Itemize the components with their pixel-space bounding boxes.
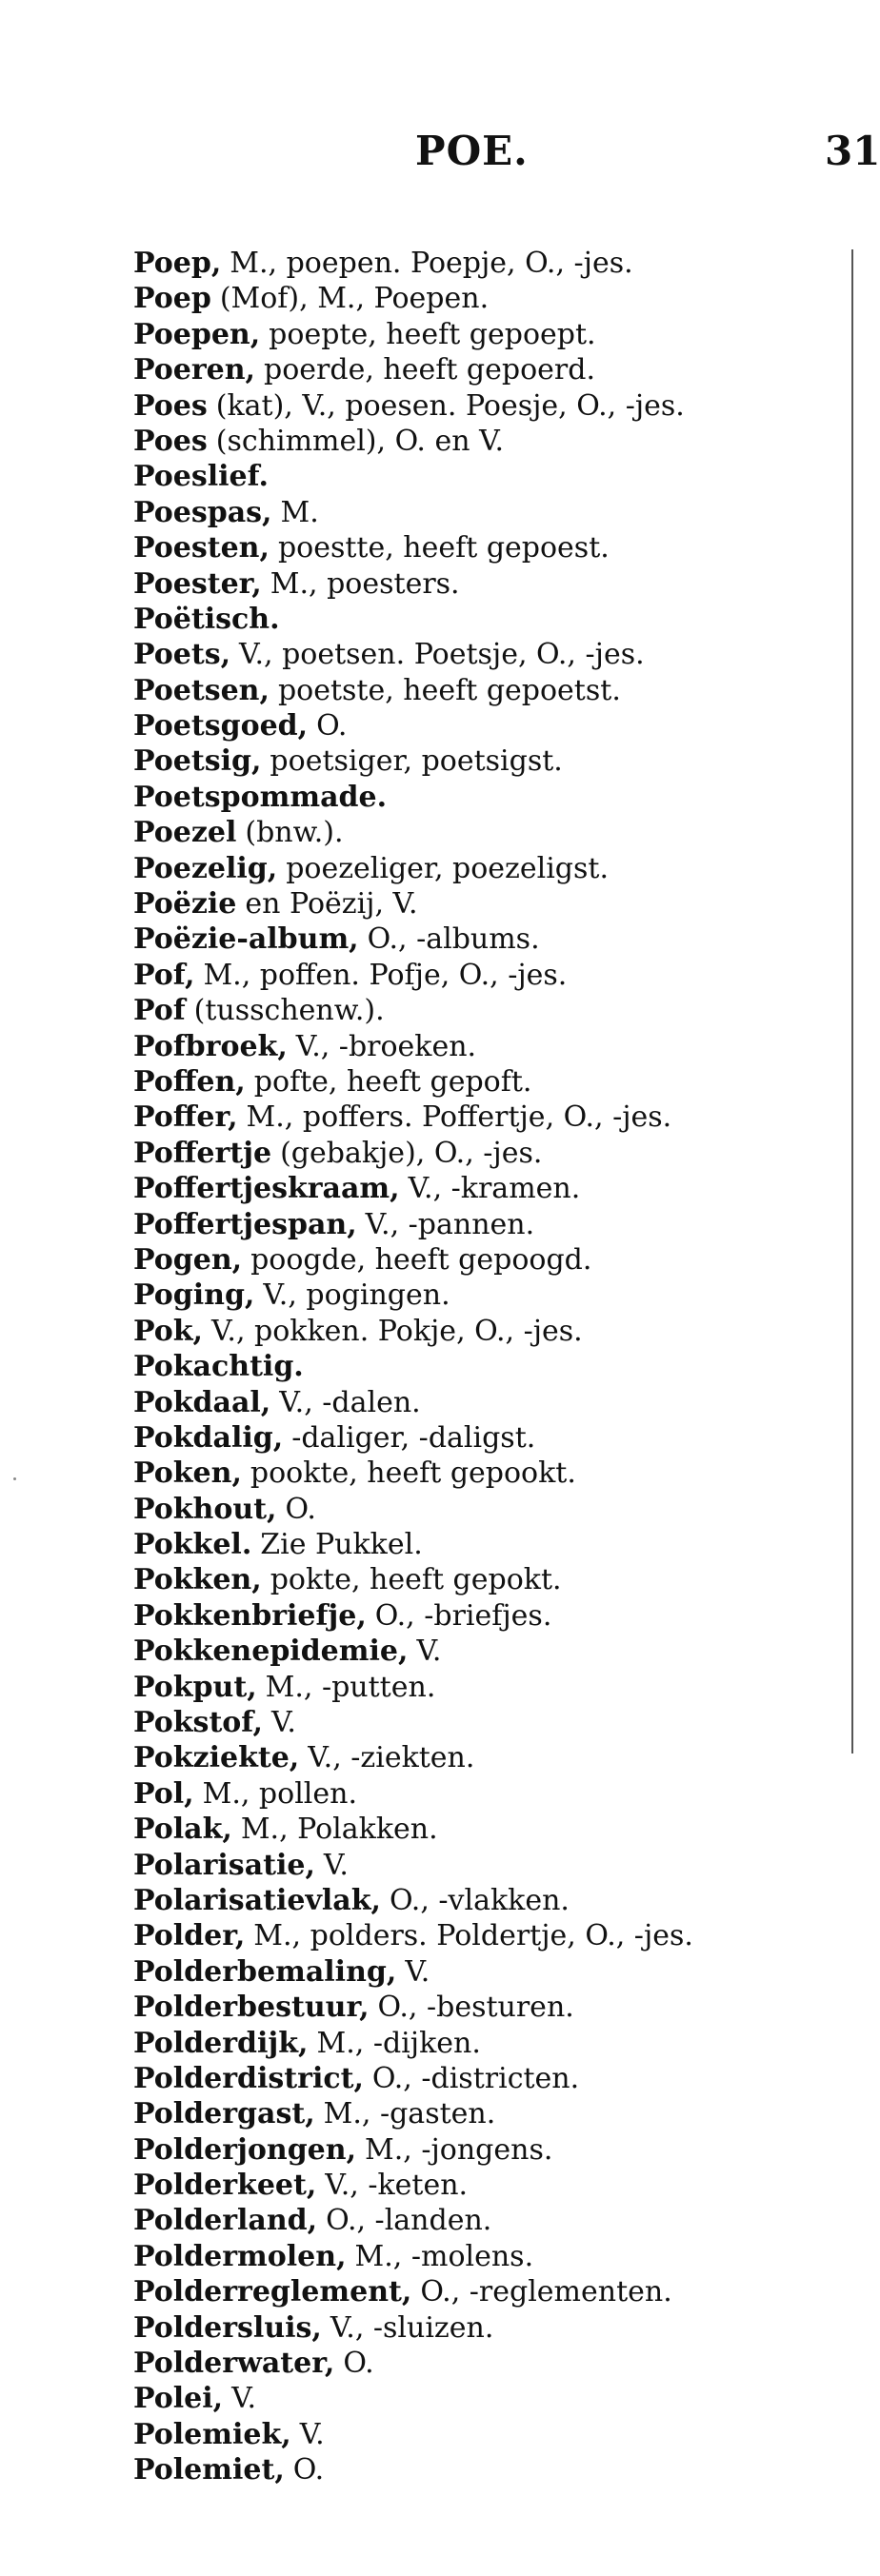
dictionary-entry — [133, 1278, 838, 1313]
entry-headword: Poep — [133, 282, 211, 316]
entry-grammar: poetste, heeft gepoetst. — [277, 673, 621, 707]
entry-grammar: en Poëzij, V. — [245, 887, 418, 921]
dictionary-entry — [133, 1242, 838, 1278]
entry-headword: Pokkenbriefje, — [133, 1598, 367, 1633]
dictionary-entry — [133, 2061, 838, 2096]
entry-headword: Polderdistrict, — [133, 2061, 364, 2095]
entry-grammar: (tusschenw.). — [193, 994, 385, 1028]
dictionary-entry — [133, 1705, 838, 1740]
entry-grammar: V., -broeken. — [295, 1029, 477, 1063]
page-number: 31 — [825, 128, 880, 174]
dictionary-entry — [133, 281, 838, 316]
entry-headword: Pokdaal, — [133, 1385, 271, 1419]
dictionary-entry — [133, 1598, 838, 1634]
entry-headword: Poester, — [133, 566, 262, 601]
entry-grammar: V., -pannen. — [365, 1207, 535, 1241]
entry-grammar: O. — [343, 2347, 374, 2381]
entry-grammar: M., pollen. — [202, 1776, 358, 1811]
entry-headword: Pofbroek, — [133, 1029, 288, 1063]
entry-grammar: poerde, heeft gepoerd. — [264, 353, 595, 387]
dictionary-entry — [133, 2381, 838, 2416]
entry-grammar: O. — [316, 709, 348, 743]
entry-grammar: O., -besturen. — [377, 1991, 574, 2025]
entry-headword: Polderdijk, — [133, 2026, 309, 2060]
entry-grammar: O., -vlakken. — [389, 1883, 570, 1917]
entry-headword: Poffertjespan, — [133, 1207, 357, 1241]
dictionary-entry — [133, 1349, 838, 1384]
dictionary-entry — [133, 530, 838, 565]
dictionary-entry — [133, 851, 838, 886]
dictionary-entry — [133, 246, 838, 281]
dictionary-entry — [133, 993, 838, 1028]
entry-grammar: O. — [292, 2453, 325, 2487]
dictionary-entry — [133, 2239, 838, 2274]
dictionary-entry — [133, 708, 838, 743]
entry-headword: Poetspommade. — [133, 780, 388, 814]
entry-grammar: V. — [323, 1848, 349, 1882]
entry-grammar: O., -briefjes. — [374, 1598, 552, 1633]
entry-headword: Polak, — [133, 1813, 232, 1847]
entry-headword: Pokdalig, — [133, 1420, 284, 1455]
entry-grammar: -daliger, -daligst. — [291, 1420, 536, 1455]
entry-grammar: O. — [285, 1492, 316, 1526]
entry-headword: Poespas, — [133, 495, 272, 529]
entry-headword: Poëzie-album, — [133, 922, 359, 957]
dictionary-entry — [133, 1562, 838, 1597]
column-rule — [851, 249, 853, 1754]
entry-headword: Polarisatievlak, — [133, 1883, 381, 1917]
dictionary-entry — [133, 1492, 838, 1527]
dictionary-entry — [133, 1883, 838, 1918]
entry-grammar: M., -putten. — [265, 1670, 436, 1704]
dictionary-entry — [133, 1064, 838, 1100]
entry-grammar: M., -molens. — [354, 2239, 534, 2273]
entry-grammar: V., pogingen. — [263, 1278, 450, 1313]
entry-grammar: V., -kramen. — [408, 1172, 581, 1206]
entry-headword: Poes — [133, 424, 208, 458]
dictionary-entry — [133, 388, 838, 424]
entry-headword: Poes — [133, 388, 208, 423]
dictionary-entry — [133, 1314, 838, 1349]
entry-grammar: pokte, heeft gepokt. — [270, 1563, 562, 1597]
dictionary-entry — [133, 2168, 838, 2203]
entry-grammar: M., poffers. Poffertje, O., -jes. — [246, 1100, 672, 1135]
entry-headword: Polderbemaling, — [133, 1954, 397, 1989]
dictionary-entry — [133, 424, 838, 459]
dictionary-entry — [133, 2096, 838, 2131]
entry-grammar: poetsiger, poetsigst. — [270, 744, 563, 779]
dictionary-entry — [133, 1954, 838, 1990]
dictionary-entry — [133, 1918, 838, 1953]
entry-grammar: O., -districten. — [371, 2061, 580, 2095]
dictionary-entry — [133, 1527, 838, 1562]
entry-headword: Poezel — [133, 816, 237, 850]
entry-headword: Polderbestuur, — [133, 1991, 370, 2025]
entry-headword: Pokachtig. — [133, 1350, 304, 1384]
entry-headword: Pokstof, — [133, 1706, 263, 1740]
entry-grammar: M., Polakken. — [240, 1813, 438, 1847]
entry-grammar: V., -sluizen. — [330, 2310, 494, 2345]
entry-headword: Poëtisch. — [133, 602, 280, 636]
entry-headword: Poesten, — [133, 531, 270, 565]
dictionary-entry — [133, 1136, 838, 1171]
dictionary-entry — [133, 743, 838, 779]
entry-grammar: poogde, heeft gepoogd. — [250, 1242, 592, 1277]
dictionary-entry — [133, 1812, 838, 1847]
entry-grammar: poezeliger, poezeligst. — [286, 851, 609, 885]
dictionary-entry — [133, 673, 838, 708]
entry-headword: Polderland, — [133, 2204, 318, 2238]
dictionary-entry — [133, 2310, 838, 2346]
dictionary-entry — [133, 2346, 838, 2381]
entry-headword: Poldersluis, — [133, 2310, 322, 2345]
dictionary-entry — [133, 1171, 838, 1206]
entry-headword: Poets, — [133, 638, 231, 672]
entry-grammar: (gebakje), O., -jes. — [280, 1136, 543, 1170]
entry-headword: Pokken, — [133, 1563, 262, 1597]
dictionary-entry-list — [133, 246, 838, 2488]
dictionary-entry — [133, 352, 838, 387]
entry-grammar: (schimmel), O. en V. — [215, 424, 505, 458]
entry-grammar: O., -landen. — [326, 2204, 492, 2238]
entry-headword: Poeren, — [133, 353, 255, 387]
entry-headword: Poetsgoed, — [133, 709, 309, 743]
dictionary-entry — [133, 2132, 838, 2168]
entry-headword: Pogen, — [133, 1242, 243, 1277]
dictionary-entry — [133, 1100, 838, 1135]
entry-headword: Polemiet, — [133, 2453, 285, 2487]
entry-grammar: M., -gasten. — [323, 2097, 496, 2131]
dictionary-entry — [133, 1776, 838, 1812]
entry-grammar: M., poffen. Pofje, O., -jes. — [203, 958, 568, 992]
dictionary-entry — [133, 1385, 838, 1420]
dictionary-entry — [133, 495, 838, 530]
entry-headword: Poezelig, — [133, 851, 278, 885]
dictionary-entry — [133, 2274, 838, 2309]
dictionary-entry — [133, 1420, 838, 1456]
dictionary-entry — [133, 602, 838, 637]
entry-headword: Pok, — [133, 1314, 203, 1348]
entry-grammar: V. — [231, 2382, 257, 2416]
entry-headword: Pokput, — [133, 1670, 257, 1704]
entry-headword: Pokkenepidemie, — [133, 1635, 409, 1669]
entry-grammar: O., -reglementen. — [420, 2275, 672, 2309]
dictionary-entry — [133, 566, 838, 602]
entry-headword: Poldergast, — [133, 2097, 315, 2131]
entry-headword: Polarisatie, — [133, 1848, 315, 1882]
dictionary-entry — [133, 317, 838, 352]
dictionary-entry — [133, 2452, 838, 2487]
dictionary-entry — [133, 637, 838, 672]
entry-headword: Polderkeet, — [133, 2169, 317, 2203]
dictionary-entry — [133, 886, 838, 921]
entry-grammar: pofte, heeft gepoft. — [253, 1064, 532, 1099]
entry-grammar: V. — [271, 1706, 296, 1740]
entry-headword: Poëzie — [133, 887, 237, 921]
entry-headword: Polderjongen, — [133, 2132, 357, 2167]
dictionary-entry — [133, 1740, 838, 1775]
dictionary-entry — [133, 2417, 838, 2452]
entry-headword: Poetsig, — [133, 744, 262, 779]
entry-grammar: M., -jongens. — [365, 2132, 553, 2167]
dictionary-entry — [133, 1207, 838, 1242]
entry-grammar: M., poesters. — [270, 566, 460, 601]
entry-headword: Pof — [133, 994, 186, 1028]
entry-headword: Poffertjeskraam, — [133, 1172, 400, 1206]
entry-grammar: M. — [280, 495, 319, 529]
entry-grammar: V. — [416, 1635, 442, 1669]
dictionary-entry — [133, 780, 838, 815]
entry-headword: Poffen, — [133, 1064, 246, 1099]
entry-grammar: V., pokken. Pokje, O., -jes. — [211, 1314, 583, 1348]
entry-grammar: M., polders. Poldertje, O., -jes. — [253, 1919, 693, 1953]
dictionary-entry — [133, 1456, 838, 1491]
dictionary-entry — [133, 2026, 838, 2061]
entry-headword: Poffer, — [133, 1100, 238, 1135]
entry-grammar: V. — [405, 1954, 430, 1989]
entry-headword: Polemiek, — [133, 2417, 291, 2451]
scan-speck — [13, 1477, 16, 1480]
entry-grammar: O., -albums. — [367, 922, 540, 957]
page-title: POE. — [415, 128, 529, 174]
dictionary-entry — [133, 2203, 838, 2238]
entry-grammar: pookte, heeft gepookt. — [250, 1456, 576, 1491]
entry-grammar: M., -dijken. — [316, 2026, 481, 2060]
dictionary-entry — [133, 459, 838, 494]
entry-headword: Pokkel. — [133, 1528, 252, 1562]
entry-grammar: Zie Pukkel. — [260, 1528, 423, 1562]
entry-grammar: V., -keten. — [325, 2169, 469, 2203]
entry-headword: Polder, — [133, 1919, 246, 1953]
entry-headword: Pokziekte, — [133, 1741, 300, 1775]
dictionary-entry — [133, 921, 838, 957]
dictionary-entry — [133, 1990, 838, 2025]
entry-headword: Pol, — [133, 1776, 194, 1811]
entry-grammar: poepte, heeft gepoept. — [269, 317, 596, 351]
entry-grammar: poestte, heeft gepoest. — [277, 531, 610, 565]
entry-headword: Polei, — [133, 2382, 224, 2416]
entry-grammar: (bnw.). — [245, 816, 344, 850]
entry-headword: Poetsen, — [133, 673, 270, 707]
entry-grammar: V., poetsen. Poetsje, O., -jes. — [239, 638, 645, 672]
entry-headword: Poken, — [133, 1456, 242, 1491]
dictionary-entry — [133, 1634, 838, 1669]
dictionary-entry — [133, 958, 838, 993]
entry-headword: Pof, — [133, 958, 195, 992]
entry-headword: Polderwater, — [133, 2347, 335, 2381]
dictionary-entry — [133, 815, 838, 850]
dictionary-entry — [133, 1670, 838, 1705]
entry-grammar: V., -ziekten. — [308, 1741, 475, 1775]
page-header — [0, 128, 880, 185]
entry-grammar: V., -dalen. — [279, 1385, 421, 1419]
entry-headword: Poging, — [133, 1278, 255, 1313]
entry-grammar: M., poepen. Poepje, O., -jes. — [230, 247, 633, 280]
entry-grammar: (kat), V., poesen. Poesje, O., -jes. — [215, 388, 685, 423]
entry-headword: Poepen, — [133, 317, 261, 351]
entry-headword: Poffertje — [133, 1136, 272, 1170]
entry-grammar: (Mof), M., Poepen. — [219, 282, 490, 316]
entry-headword: Poldermolen, — [133, 2239, 347, 2273]
entry-grammar: V. — [299, 2417, 325, 2451]
entry-headword: Poep, — [133, 247, 222, 280]
entry-headword: Pokhout, — [133, 1492, 277, 1526]
entry-headword: Poeslief. — [133, 460, 269, 494]
dictionary-entry — [133, 1848, 838, 1883]
entry-headword: Polderreglement, — [133, 2275, 412, 2309]
dictionary-entry — [133, 1029, 838, 1064]
